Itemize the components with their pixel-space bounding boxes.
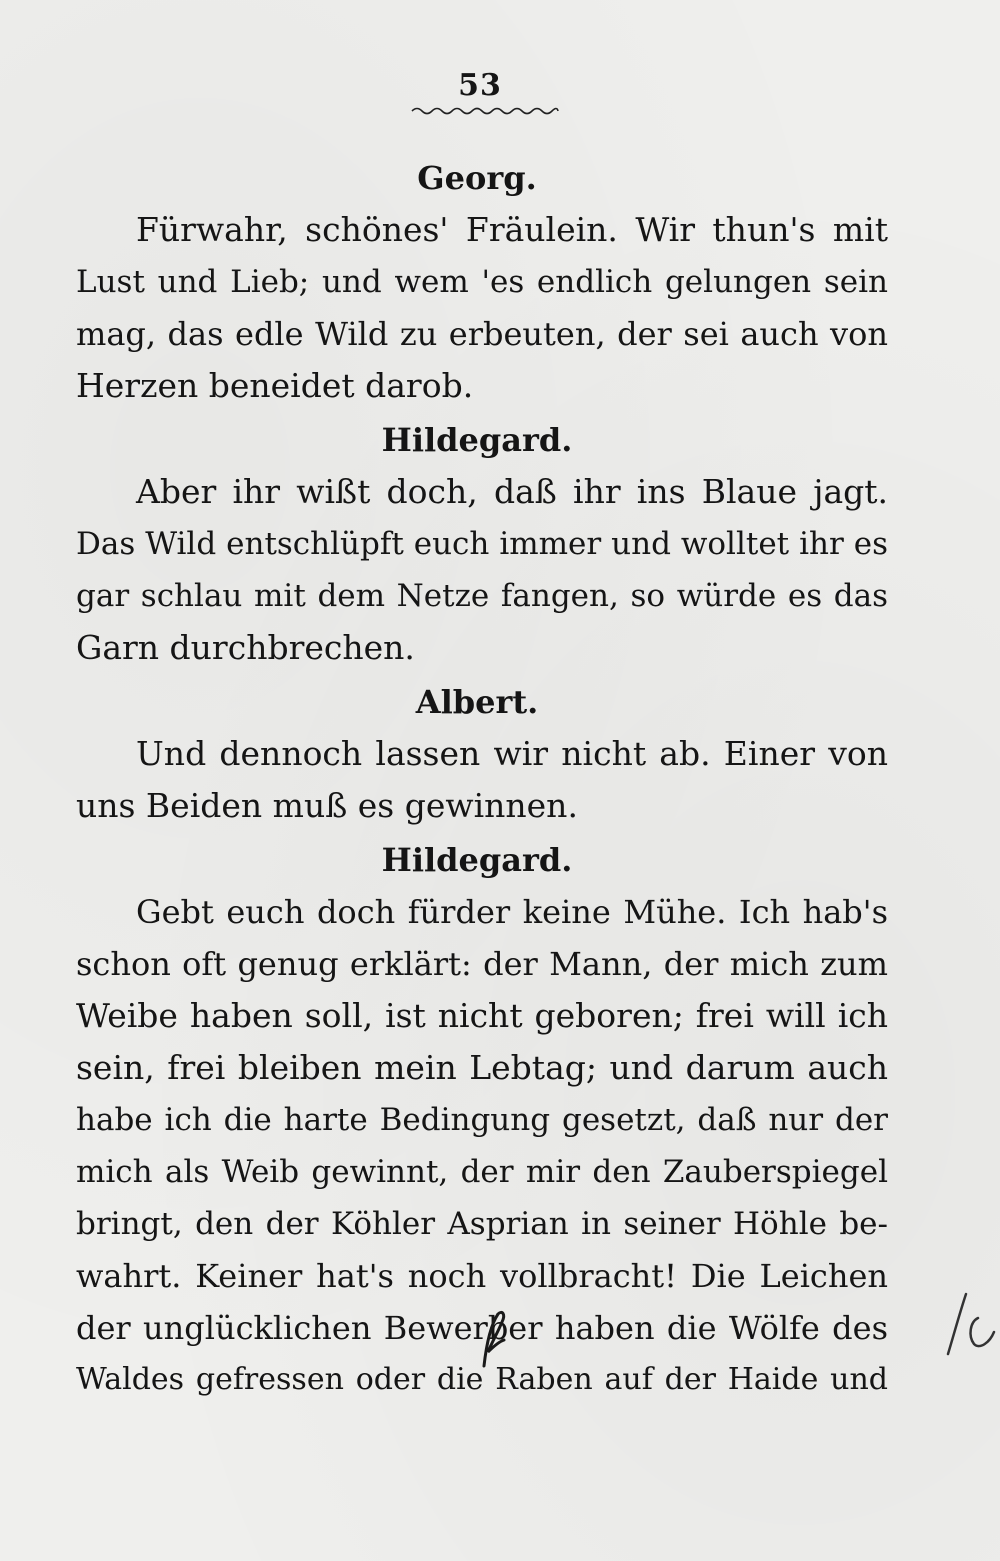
dialogue-text — [76, 150, 888, 1406]
speaker-name: Hildegard. — [381, 421, 573, 459]
text-line: Garn durchbrechen. — [76, 628, 415, 667]
handwritten-margin-mark — [938, 1288, 998, 1358]
text-line: schon oft genug erklärt: der Mann, der mich zum — [76, 945, 888, 983]
page-number: 53 — [458, 68, 502, 103]
text-line: der unglücklichen Bewerber haben die Wölfe des — [76, 1309, 888, 1347]
speaker-name: Albert. — [415, 683, 539, 721]
text-line: habe ich die harte Bedingung gesetzt, daß nur der — [76, 1102, 888, 1138]
text-line: Lust und Lieb; und wem 'es endlich gelungen sein — [76, 264, 888, 300]
text-line: uns Beiden muß es gewinnen. — [76, 786, 578, 825]
handwritten-pen-mark — [478, 1308, 512, 1370]
text-line: Waldes gefressen oder die Raben auf der Haide und — [76, 1362, 888, 1397]
ornament-rule — [410, 104, 560, 118]
text-line: Das Wild entschlüpft euch immer und wolltet ihr es — [76, 526, 888, 562]
text-line: gar schlau mit dem Netze fangen, so würde es das — [76, 578, 888, 614]
text-line: Gebt euch doch fürder keine Mühe. Ich hab's — [136, 893, 888, 931]
text-line: Weibe haben soll, ist nicht geboren; frei will ich — [76, 996, 888, 1035]
speaker-name: Hildegard. — [381, 841, 573, 879]
text-line: Aber ihr wißt doch, daß ihr ins Blaue jagt. — [136, 472, 888, 511]
text-line: Herzen beneidet darob. — [76, 366, 474, 405]
text-line: bringt, den der Köhler Asprian in seiner Höhle be- — [76, 1206, 888, 1242]
text-line: wahrt. Keiner hat's noch vollbracht! Die Leichen — [76, 1257, 888, 1295]
text-line: mich als Weib gewinnt, der mir den Zauberspiegel — [76, 1154, 888, 1190]
text-line: Und dennoch lassen wir nicht ab. Einer von — [136, 734, 888, 773]
text-line: sein, frei bleiben mein Lebtag; und darum auch — [76, 1048, 888, 1087]
text-line: mag, das edle Wild zu erbeuten, der sei auch von — [76, 315, 888, 353]
speaker-name: Georg. — [417, 159, 537, 197]
text-line: Fürwahr, schönes' Fräulein. Wir thun's mit — [136, 210, 888, 249]
